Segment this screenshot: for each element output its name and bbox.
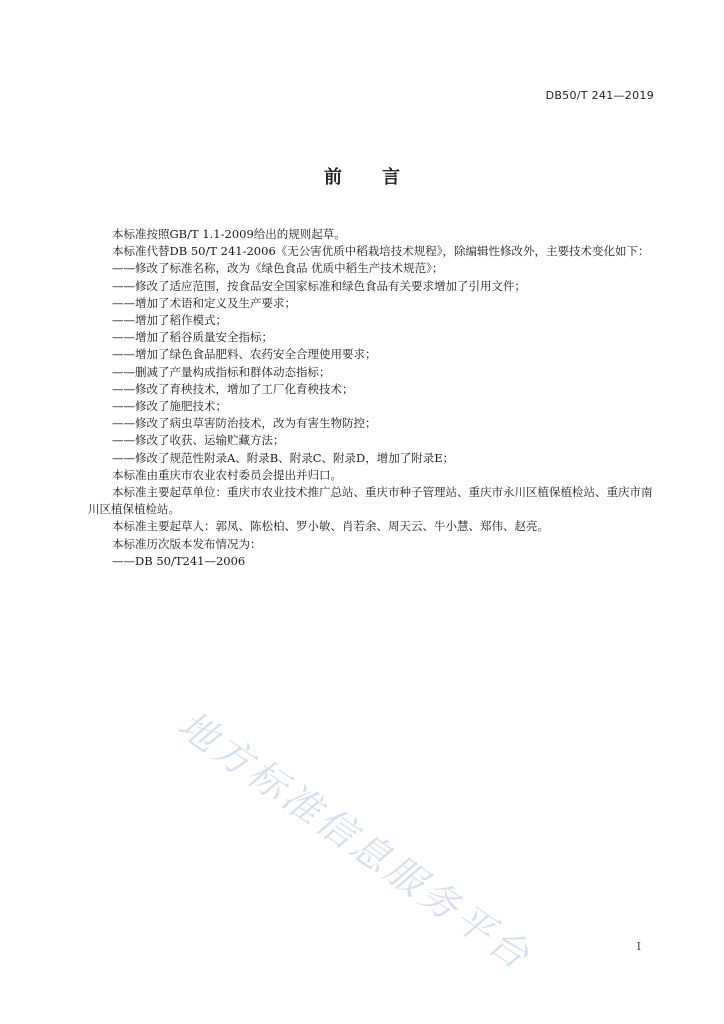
- list-item: ——增加了术语和定义及生产要求；: [112, 295, 296, 310]
- paragraph: 本标准按照GB/T 1.1-2009给出的规则起草。: [112, 227, 346, 241]
- list-item: ——修改了标准名称，改为《绿色食品 优质中稻生产技术规范》；: [112, 261, 444, 276]
- list-item: ——增加了稻谷质量安全指标；: [112, 330, 273, 345]
- standard-code: DB50/T 241—2019: [545, 89, 654, 102]
- paragraph: 本标准由重庆市农业农村委员会提出并归口。: [112, 467, 342, 482]
- page-number: I: [636, 940, 641, 953]
- list-item: ——修改了育秧技术，增加了工厂化育秧技术；: [112, 381, 354, 396]
- page-title: 前言: [324, 167, 440, 188]
- list-item: ——DB 50/T241—2006: [112, 553, 246, 568]
- list-item: ——修改了收获、运输贮藏方法；: [112, 433, 285, 448]
- paragraph: 本标准代替DB 50/T 241-2006《无公害优质中稻栽培技术规程》，除编辑性修改外，主要技术变化如下：: [112, 244, 650, 259]
- list-item: ——增加了绿色食品肥料、农药安全合理使用要求；: [112, 347, 377, 362]
- watermark: 地方标准信息服务平台: [170, 702, 540, 980]
- list-item: ——修改了适应范围，按食品安全国家标准和绿色食品有关要求增加了引用文件；: [112, 278, 526, 293]
- paragraph: 本标准主要起草人：郭凤、陈松柏、罗小敏、肖若余、周天云、牛小慧、郑伟、赵亮。: [112, 519, 549, 534]
- paragraph: 本标准历次版本发布情况为：: [112, 536, 262, 551]
- list-item: ——修改了病虫草害防治技术，改为有害生物防控；: [112, 416, 377, 431]
- list-item: ——修改了施肥技术；: [112, 399, 227, 414]
- list-item: ——删减了产量构成指标和群体动态指标；: [112, 364, 331, 379]
- list-item: ——修改了规范性附录A、附录B、附录C、附录D，增加了附录E；: [112, 450, 455, 465]
- paragraph: 本标准主要起草单位：重庆市农业技术推广总站、重庆市种子管理站、重庆市永川区植保植检站、重庆市南川区植保植检站。: [88, 485, 653, 517]
- foreword-body: [88, 226, 658, 570]
- list-item: ——增加了稻作模式；: [112, 313, 227, 328]
